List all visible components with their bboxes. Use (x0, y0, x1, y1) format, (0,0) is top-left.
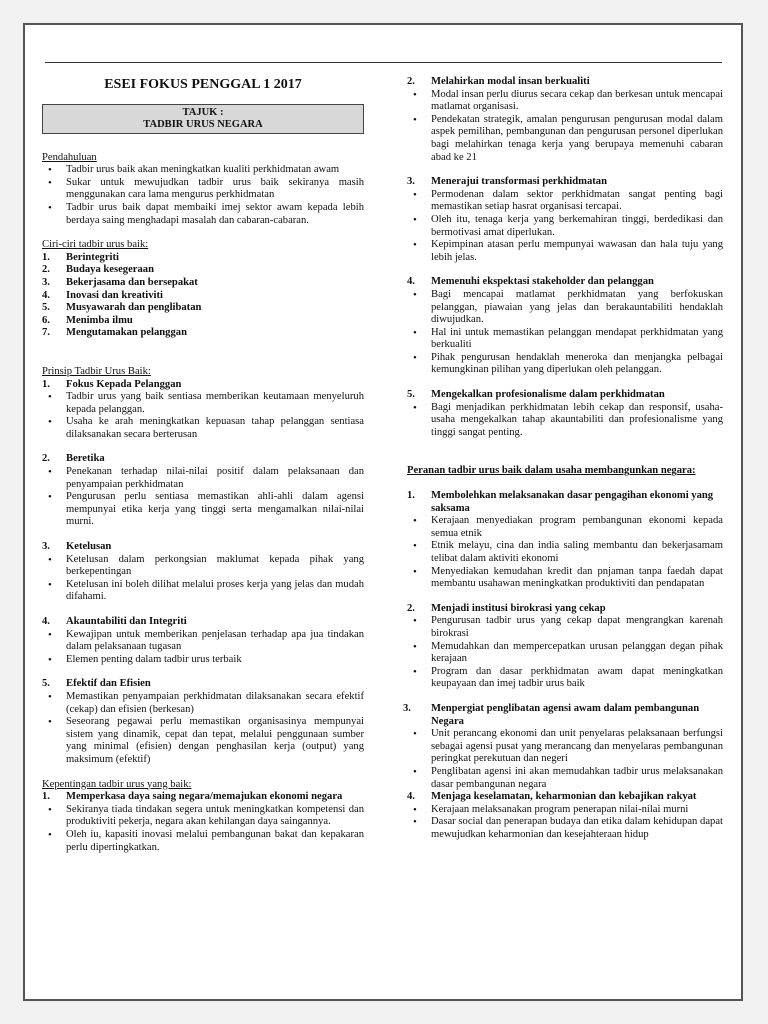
section-list (407, 615, 723, 691)
section-heading: 3. Menerajui transformasi perkhidmatan (407, 176, 607, 188)
header-rule (45, 62, 722, 63)
right-column (403, 76, 723, 841)
section-heading: 3. Ketelusan (42, 541, 112, 553)
list-item: 6. Menimba ilmu (42, 314, 133, 326)
list-item: • Penekanan terhadap nilai-nilai positif dalam pelaksanaan dan penyampaian perkhidmatan (42, 466, 364, 491)
section-list (42, 554, 364, 604)
roles-heading: Peranan tadbir urus baik dalam usaha membangunkan negara: (407, 465, 696, 477)
list-item: 2. Budaya kesegeraan (42, 264, 154, 276)
topic-box (42, 104, 364, 134)
list-item: • Tadbir urus baik dapat membaiki imej sektor awam kepada lebih berdaya saing menghadapi masalah dan cabaran-cabaran. (42, 202, 364, 227)
list-item: • Elemen penting dalam tadbir urus terbaik (42, 654, 364, 667)
list-item: • Hal ini untuk memastikan pelanggan mendapat perkhidmatan yang berkualiti (407, 327, 723, 352)
section-list (42, 691, 364, 767)
section-heading: 5. Mengekalkan profesionalisme dalam perkhidmatan (407, 389, 665, 401)
section-heading: 1. Memperkasa daya saing negara/memajukan ekonomi negara (42, 791, 343, 803)
list-item: • Program dan dasar perkhidmatan awam dapat meningkatkan keupayaan dan imej tadbir urus baik (407, 666, 723, 691)
left-column (42, 76, 364, 854)
list-item: • Pengurusan tadbir urus yang cekap dapat mengrangkan karenah birokrasi (407, 615, 723, 640)
list-item: • Bagi mencapai matlamat perkhidmatan yang berfokuskan pelanggan, piawaian yang jelas dan berakauntabiliti hendaklah diwujudkan. (407, 289, 723, 327)
list-item: • Pihak pengurusan hendaklah meneroka dan menjangka pelbagai kemungkinan pilihan yang diperlukan oleh pelanggan. (407, 352, 723, 377)
list-item: • Seseorang pegawai perlu memastikan organisasinya mempunyai sistem yang dinamik, cepat dan tepat, melalui penggunaan sumber yang minimal (efisien) dengan penghasilan kerja (output) yang maksimum (efektif) (42, 716, 364, 766)
list-item: • Kepimpinan atasan perlu mempunyai wawasan dan hala tuju yang lebih jelas. (407, 239, 723, 264)
list-item: • Sukar untuk mewujudkan tadbir urus baik sekiranya masih menggunakan cara lama mengurus perkhidmatan (42, 177, 364, 202)
list-item: • Memastikan penyampaian perkhidmatan dilaksanakan secara efektif (cekap) dan efisien (berkesan) (42, 691, 364, 716)
section-heading: 4. Akauntabiliti dan Integriti (42, 616, 187, 627)
list-item: • Pengurusan perlu sentiasa memastikan ahli-ahli dalam agensi mempunyai etika kerja yang tinggi serta mengamalkan nilai-nilai murni. (42, 491, 364, 529)
list-item: • Pendekatan strategik, amalan pengurusan pengurusan modal dalam aspek pemilihan, pembangunan dan pengurusan personel diperlukan bagi melahirkan tenaga kerja yang berupaya memenuhi cabaran abad ke 21 (407, 114, 723, 164)
topic-title: TADBIR URUS NEGARA (143, 118, 263, 130)
list-item: • Modal insan perlu diurus secara cekap dan berkesan untuk mencapai matlamat organisasi. (407, 89, 723, 114)
list-item: • Tadbir urus baik akan meningkatkan kualiti perkhidmatan awam (42, 164, 364, 177)
section-list (42, 804, 364, 854)
list-item: • Unit perancang ekonomi dan unit penyelaras pelaksanaan berfungsi sebagai agensi pusat yang merancang dan menyelaras pembangunan peringkat perekutuan dan negeri (407, 728, 723, 766)
list-item: • Bagi menjadikan perkhidmatan lebih cekap dan responsif, usaha-usaha mengekalkan tahap akauntabiliti dan profesionalisme yang tinggi sangat penting. (407, 402, 723, 440)
intro-list (42, 164, 364, 227)
list-item: 5. Musyawarah dan penglibatan (42, 302, 202, 314)
list-item: • Ketelusan dalam perkongsian maklumat kepada pihak yang berkepentingan (42, 554, 364, 579)
list-item: 7. Mengutamakan pelanggan (42, 327, 187, 339)
intro-heading: Pendahuluan (42, 151, 97, 163)
list-item: • Usaha ke arah meningkatkan kepuasan tahap pelanggan sentiasa dilaksanakan secara berterusan (42, 416, 364, 441)
list-item: • Menyediakan kemudahan kredit dan pnjaman tanpa faedah dapat membantu usahawan meningkatkan produktiviti dan pendapatan (407, 566, 723, 591)
list-item: • Kerajaan melaksanakan program penerapan nilai-nilai murni (407, 804, 723, 817)
list-item: 4. Inovasi dan kreativiti (42, 289, 163, 301)
section-heading: 2. Beretika (42, 453, 105, 465)
section-heading: 1. Fokus Kepada Pelanggan (42, 378, 182, 390)
section-list (42, 466, 364, 529)
list-item: • Penglibatan agensi ini akan memudahkan tadbir urus melaksanakan dasar pembangunan negara (407, 766, 723, 791)
list-item: • Ketelusan ini boleh dilihat melalui proses kerja yang jelas dan mudah difahami. (42, 579, 364, 604)
section-list (407, 728, 723, 791)
list-item: • Kewajipan untuk memberikan penjelasan terhadap apa jua tindakan dalam pelaksanaan tugasan (42, 629, 364, 654)
list-item: • Sekiranya tiada tindakan segera untuk meningkatkan kompetensi dan produktiviti pekerja, negara akan kehilangan daya saingannya. (42, 804, 364, 829)
section-heading: 2. Melahirkan modal insan berkualiti (407, 76, 590, 87)
principles-heading: Prinsip Tadbir Urus Baik: (42, 365, 151, 377)
list-item: • Tadbir urus yang baik sentiasa memberikan keutamaan menyeluruh kepada pelanggan. (42, 391, 364, 416)
characteristics-heading: Ciri-ciri tadbir urus baik: (42, 239, 149, 251)
section-list (407, 402, 723, 440)
list-item: • Kerajaan menyediakan program pembangunan ekonomi kepada semua etnik (407, 515, 723, 540)
list-item: • Dasar social dan penerapan budaya dan etika dalam kehidupan dapat mewujudkan keharmonian dan kesejahteraan hidup (407, 816, 723, 841)
section-heading: 4. Memenuhi ekspektasi stakeholder dan pelanggan (407, 276, 654, 288)
section-heading: 2. Menjadi institusi birokrasi yang cekap (407, 602, 606, 614)
list-item: 1. Berintegriti (42, 251, 119, 263)
list-item: • Permodenan dalam sektor perkhidmatan sangat penting bagi memastikan setiap hasrat organisasi tercapai. (407, 189, 723, 214)
list-item: • Oleh iu, kapasiti inovasi melalui pembangunan bakat dan kepakaran perlu dipertingkatkan. (42, 829, 364, 854)
section-list (42, 391, 364, 441)
topic-label: TAJUK : (182, 106, 224, 118)
list-item: • Oleh itu, tenaga kerja yang berkemahiran tinggi, berdedikasi dan bermotivasi amat diperlukan. (407, 214, 723, 239)
section-list (407, 515, 723, 591)
section-list (407, 189, 723, 265)
section-heading: 4. Menjaga keselamatan, keharmonian dan kebajikan rakyat (407, 791, 697, 803)
list-item: 3. Bekerjasama dan bersepakat (42, 276, 198, 288)
document-title: ESEI FOKUS PENGGAL 1 2017 (104, 77, 302, 92)
section-heading: 1. Membolehkan melaksanakan dasar pengagihan ekonomi yang saksama (407, 490, 714, 514)
section-list (407, 289, 723, 377)
characteristics-list (42, 252, 364, 340)
section-list (407, 804, 723, 842)
section-heading: 3. Menpergiat penglibatan agensi awam dalam pembangunan Negara (403, 702, 700, 727)
list-item: • Etnik melayu, cina dan india saling membantu dan bekerjasamam telibat dalam aktiviti ekonomi (407, 540, 723, 565)
importance-heading: Kepentingan tadbir urus yang baik: (42, 778, 192, 790)
list-item: • Memudahkan dan mempercepatkan urusan pelanggan degan pihak kerajaan (407, 641, 723, 666)
section-heading: 5. Efektif dan Efisien (42, 678, 151, 690)
section-list (407, 89, 723, 165)
section-list (42, 629, 364, 667)
